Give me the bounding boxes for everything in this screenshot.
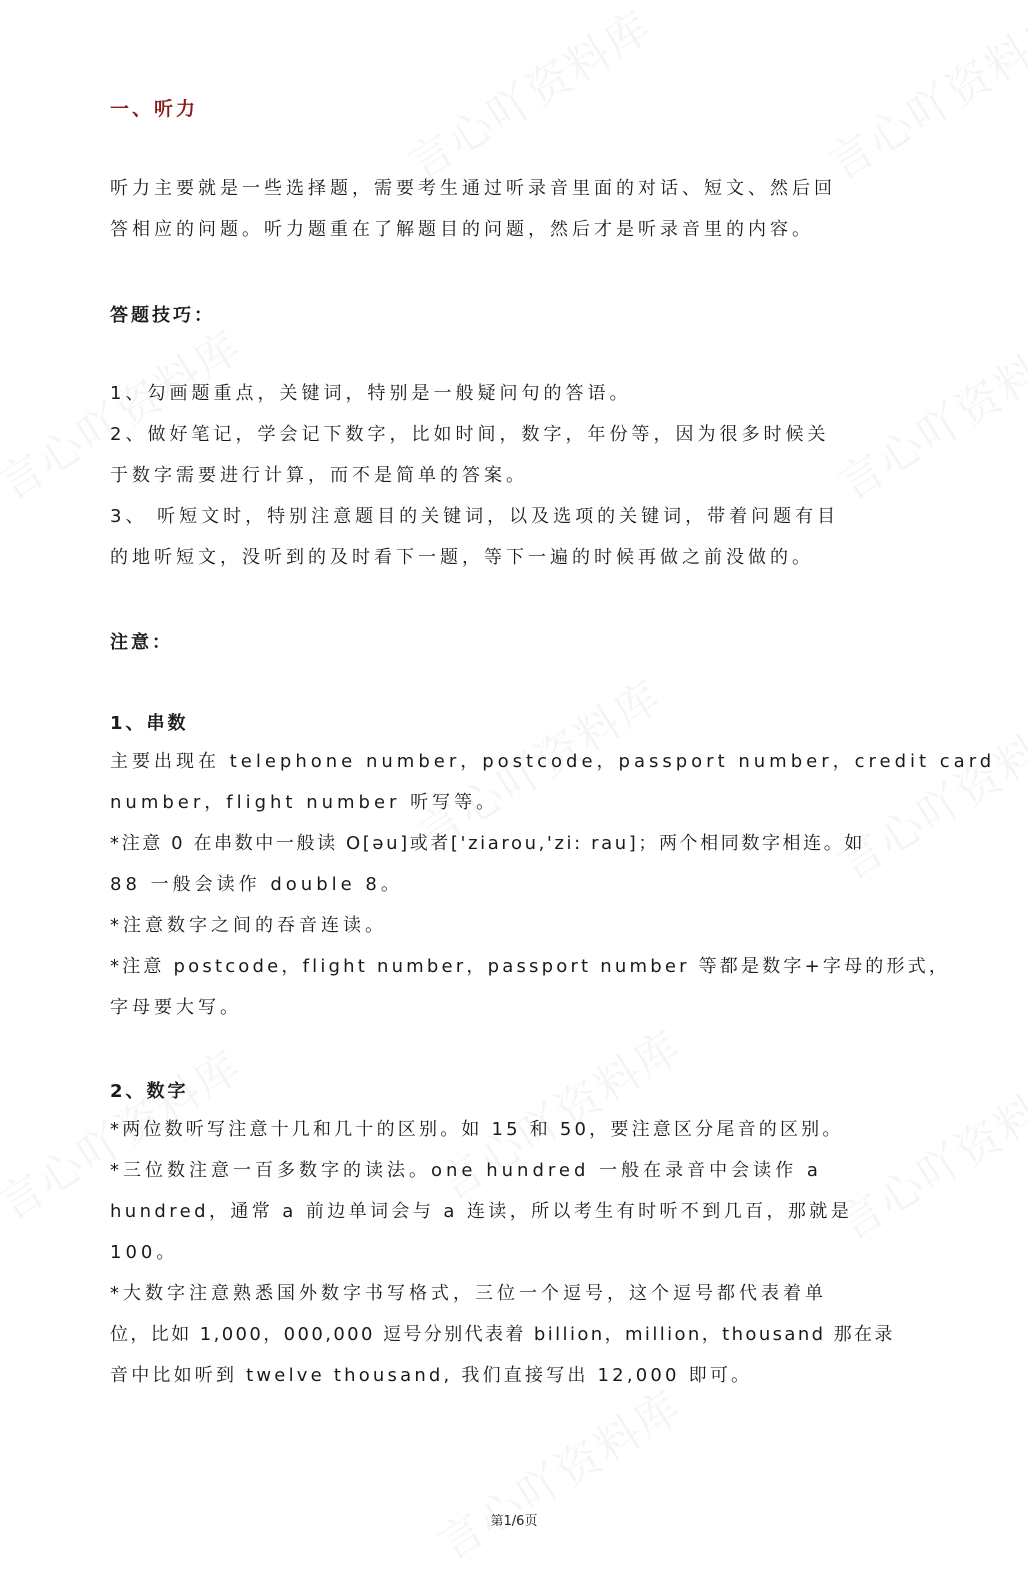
serial-line: 字母要大写。	[110, 997, 242, 1018]
tip-line: 2、做好笔记，学会记下数字，比如时间，数字，年份等，因为很多时候关	[110, 424, 830, 445]
page-number: 第1/6页	[490, 1514, 538, 1529]
tip-line: 的地听短文，没听到的及时看下一题，等下一遍的时候再做之前没做的。	[110, 547, 814, 568]
tips-heading: 答题技巧：	[110, 305, 215, 326]
serial-line: 88 一般会读作 double 8。	[110, 874, 403, 895]
intro-line: 答相应的问题。听力题重在了解题目的问题，然后才是听录音里的内容。	[110, 219, 814, 240]
numbers-line: 位，比如 1,000，000,000 逗号分别代表着 billion，million，thousand 那在录	[110, 1324, 895, 1345]
tip-line: 1、勾画题重点，关键词，特别是一般疑问句的答语。	[110, 383, 632, 404]
serial-line: *注意 0 在串数中一般读 O[əu]或者['ziarou,'zi: rau]；两个相同数字相连。如	[110, 833, 865, 854]
numbers-line: *三位数注意一百多数字的读法。one hundred 一般在录音中会读作 a	[110, 1160, 822, 1181]
notes-heading: 注意：	[110, 632, 173, 653]
numbers-line: *大数字注意熟悉国外数字书写格式，三位一个逗号，这个逗号都代表着单	[110, 1283, 827, 1304]
serial-heading: 1、串数	[110, 713, 189, 734]
numbers-line: *两位数听写注意十几和几十的区别。如 15 和 50，要注意区分尾音的区别。	[110, 1119, 844, 1140]
serial-line: *注意 postcode，flight number，passport number 等都是数字+字母的形式，	[110, 956, 951, 977]
intro-line: 听力主要就是一些选择题，需要考生通过听录音里面的对话、短文、然后回	[110, 178, 836, 199]
serial-line: 主要出现在 telephone number，postcode，passport number，credit card	[110, 751, 996, 772]
section-title: 一、听力	[110, 98, 199, 120]
numbers-line: 音中比如听到 twelve thousand, 我们直接写出 12,000 即可。	[110, 1365, 753, 1386]
numbers-line: hundred，通常 a 前边单词会与 a 连读，所以考生有时听不到几百，那就是	[110, 1201, 853, 1222]
numbers-line: 100。	[110, 1242, 179, 1263]
serial-line: number，flight number 听写等。	[110, 792, 499, 813]
tip-line: 3、 听短文时，特别注意题目的关键词，以及选项的关键词，带着问题有目	[110, 506, 840, 527]
serial-line: *注意数字之间的吞音连读。	[110, 915, 387, 936]
tip-line: 于数字需要进行计算，而不是简单的答案。	[110, 465, 528, 486]
numbers-heading: 2、数字	[110, 1081, 189, 1102]
